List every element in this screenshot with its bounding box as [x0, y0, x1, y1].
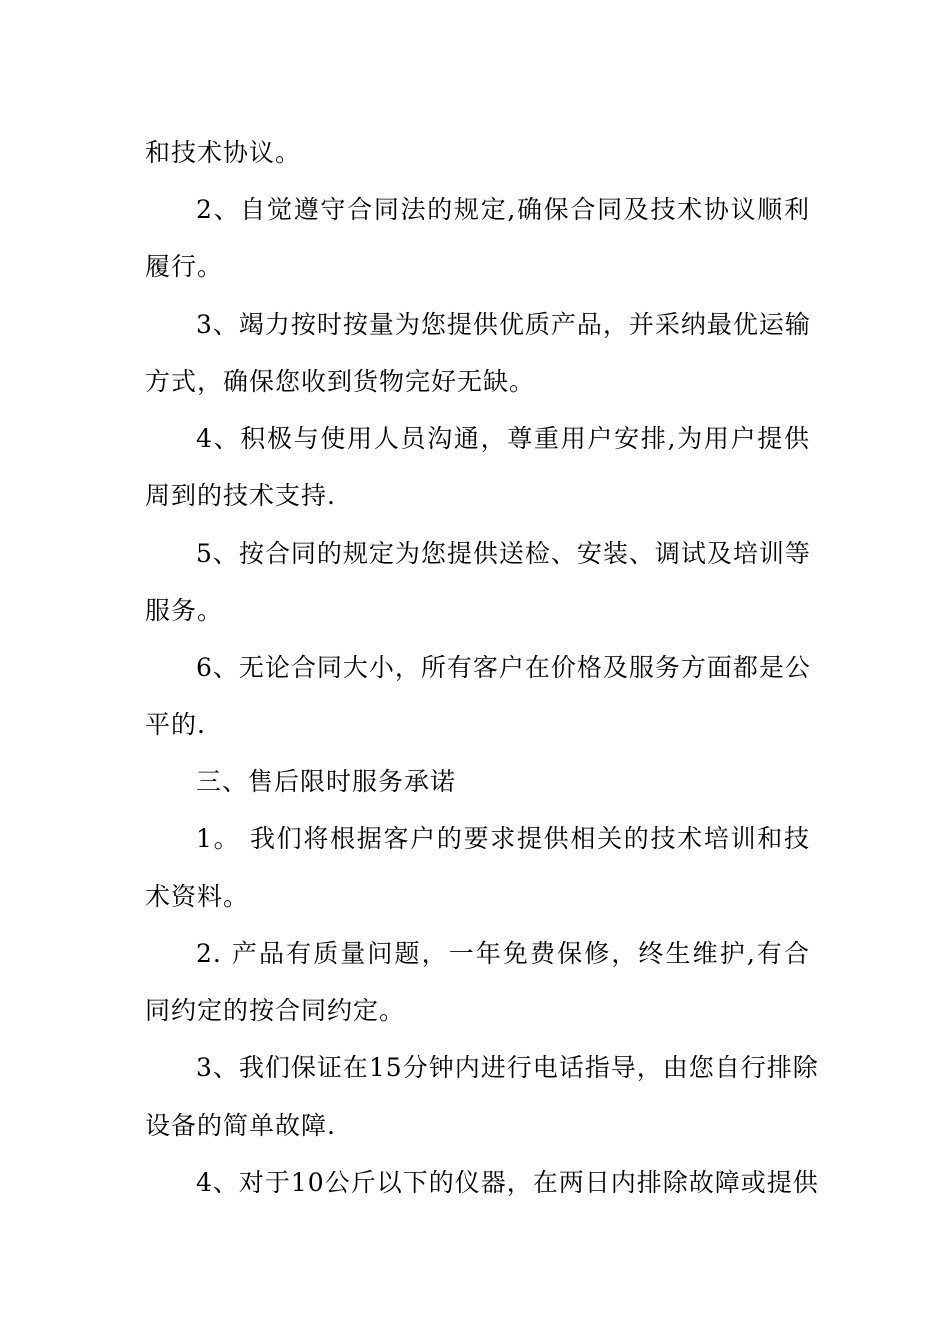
- text-line: 4、积极与使用人员沟通，尊重用户安排,为用户提供: [196, 424, 810, 453]
- text-line: 2、自觉遵守合同法的规定,确保合同及技术协议顺利: [196, 195, 810, 224]
- text-line: 设备的简单故障.: [145, 1111, 336, 1140]
- text-line: 周到的技术支持.: [145, 481, 336, 510]
- text-line: 服务。: [145, 596, 224, 625]
- text-line: 1。 我们将根据客户的要求提供相关的技术培训和技: [196, 824, 810, 853]
- text-line: 2. 产品有质量问题，一年免费保修，终生维护,有合: [196, 939, 810, 968]
- text-line: 5、按合同的规定为您提供送检、安装、调试及培训等: [196, 539, 811, 568]
- text-line: 4、对于10公斤以下的仪器，在两日内排除故障或提供: [196, 1168, 819, 1197]
- text-line: 方式，确保您收到货物完好无缺。: [145, 367, 536, 396]
- text-line: 和技术协议。: [145, 138, 302, 167]
- text-line: 同约定的按合同约定。: [145, 996, 406, 1025]
- text-line: 3、竭力按时按量为您提供优质产品，并采纳最优运输: [196, 310, 811, 339]
- text-line: 3、我们保证在15分钟内进行电话指导，由您自行排除: [196, 1053, 819, 1082]
- section-heading: 三、售后限时服务承诺: [196, 767, 457, 796]
- text-line: 平的.: [145, 710, 206, 739]
- text-line: 术资料。: [145, 882, 250, 911]
- text-line: 履行。: [145, 252, 224, 281]
- text-line: 6、无论合同大小，所有客户在价格及服务方面都是公: [196, 653, 811, 682]
